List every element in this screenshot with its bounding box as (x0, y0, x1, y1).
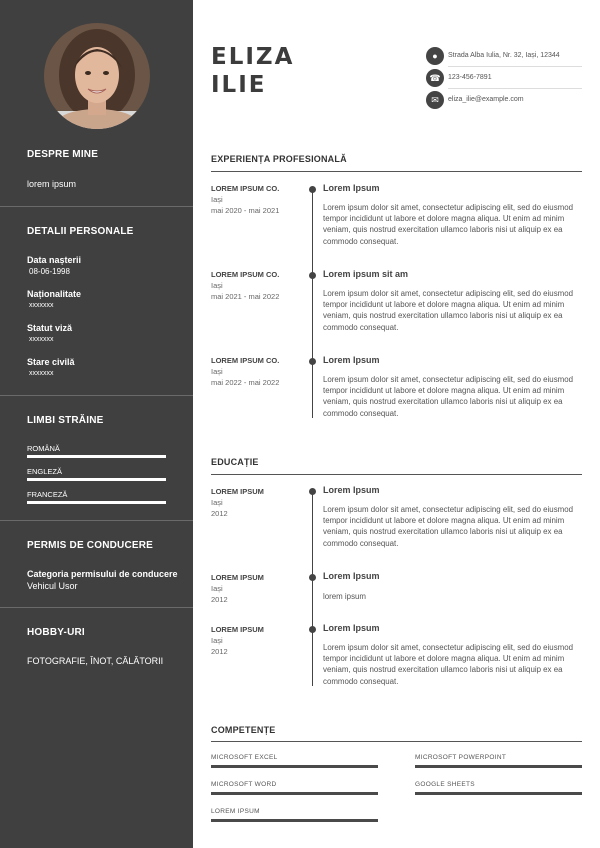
experience-org: LOREM IPSUM CO. (211, 270, 280, 279)
license-label: Categoria permisului de conducere (27, 569, 178, 579)
education-heading: EDUCAȚIE (211, 457, 259, 467)
detail-value: xxxxxxx (29, 370, 54, 377)
sidebar (0, 0, 193, 848)
experience-location: Iași (211, 367, 223, 376)
skill-level-fill (211, 765, 378, 768)
detail-label: Stare civilă (27, 357, 75, 367)
education-date: 2012 (211, 595, 228, 604)
sidebar-divider (0, 520, 193, 521)
experience-description: Lorem ipsum dolor sit amet, consectetur adipiscing elit, sed do eiusmod tempor incididunt ut labore et dolore magna aliqua. Ut enim ad minim veniam, quis nostrud exercitation ullamco laboris nisi ut aliquip ex ea commodo consequat. (323, 289, 573, 332)
contact-phone: 123-456-7891 (448, 74, 492, 81)
skill-level-fill (211, 819, 378, 822)
education-title: Lorem Ipsum (323, 485, 380, 495)
skill-name: MICROSOFT EXCEL (211, 754, 278, 761)
hobbies-text: FOTOGRAFIE, ÎNOT, CĂLĂTORII (27, 656, 164, 666)
education-description: lorem ipsum (323, 592, 366, 601)
education-title: Lorem Ipsum (323, 623, 380, 633)
experience-description: Lorem ipsum dolor sit amet, consectetur adipiscing elit, sed do eiusmod tempor incididunt ut labore et dolore magna aliqua. Ut enim ad minim veniam, quis nostrud exercitation ullamco laboris nisi ut aliquip ex ea commodo consequat. (323, 375, 573, 418)
skill-level-bar (211, 819, 378, 822)
skill-name: MICROSOFT POWERPOINT (415, 754, 507, 761)
license-value: Vehicul Usor (27, 581, 78, 591)
skill-level-bar (415, 765, 582, 768)
detail-value: 08-06-1998 (29, 267, 70, 276)
sidebar-divider (0, 607, 193, 608)
education-org: LOREM IPSUM (211, 487, 264, 496)
education-org: LOREM IPSUM (211, 625, 264, 634)
education-date: 2012 (211, 647, 228, 656)
experience-description: Lorem ipsum dolor sit amet, consectetur adipiscing elit, sed do eiusmod tempor incididunt ut labore et dolore magna aliqua. Ut enim ad minim veniam, quis nostrud exercitation ullamco laboris nisi ut aliquip ex ea commodo consequat. (323, 203, 573, 246)
experience-org: LOREM IPSUM CO. (211, 356, 280, 365)
experience-role: Lorem ipsum sit am (323, 269, 409, 279)
experience-role: Lorem Ipsum (323, 183, 380, 193)
skill-level-bar (211, 765, 378, 768)
education-org: LOREM IPSUM (211, 573, 264, 582)
detail-label: Data nașterii (27, 255, 82, 265)
detail-value: xxxxxxx (29, 336, 54, 343)
education-description: Lorem ipsum dolor sit amet, consectetur adipiscing elit, sed do eiusmod tempor incididunt ut labore et dolore magna aliqua. Ut enim ad minim veniam, quis nostrud exercitation ullamco laboris nisi ut aliquip ex ea commodo consequat. (323, 643, 573, 686)
education-location: Iași (211, 498, 223, 507)
education-date: 2012 (211, 509, 228, 518)
detail-value: xxxxxxx (29, 302, 54, 309)
language-level-bar (27, 478, 166, 481)
contact-divider (448, 66, 582, 67)
education-location: Iași (211, 584, 223, 593)
timeline-dot (309, 574, 316, 581)
experience-timeline (312, 187, 313, 418)
language-name: FRANCEZĂ (27, 490, 68, 499)
skill-level-fill (211, 792, 378, 795)
language-name: ENGLEZĂ (27, 467, 63, 476)
contact-email: eliza_ilie@example.com (448, 96, 524, 103)
skill-level-fill (415, 765, 582, 768)
skill-level-bar (415, 792, 582, 795)
timeline-dot (309, 488, 316, 495)
education-timeline (312, 489, 313, 686)
detail-label: Naționalitate (27, 289, 82, 299)
experience-date: mai 2022 - mai 2022 (211, 378, 280, 387)
experience-org: LOREM IPSUM CO. (211, 184, 280, 193)
experience-heading: EXPERIENȚA PROFESIONALĂ (211, 154, 347, 164)
education-title: Lorem Ipsum (323, 571, 380, 581)
education-description: Lorem ipsum dolor sit amet, consectetur adipiscing elit, sed do eiusmod tempor incididunt ut labore et dolore magna aliqua. Ut enim ad minim veniam, quis nostrud exercitation ullamco laboris nisi ut aliquip ex ea commodo consequat. (323, 505, 573, 548)
experience-location: Iași (211, 195, 223, 204)
language-level-fill (27, 455, 166, 458)
language-level-fill (27, 501, 166, 504)
language-level-bar (27, 501, 166, 504)
language-name: ROMÂNĂ (27, 444, 60, 453)
language-level-fill (27, 478, 166, 481)
location-pin-icon: ● (426, 47, 444, 65)
timeline-dot (309, 272, 316, 279)
about-text: lorem ipsum (27, 179, 77, 189)
hobbies-heading: HOBBY-URI (27, 627, 85, 638)
contact-divider (448, 88, 582, 89)
phone-icon: ☎ (426, 69, 444, 87)
languages-heading: LIMBI STRĂINE (27, 415, 104, 426)
last-name: ILIE (211, 72, 267, 98)
about-heading: DESPRE MINE (27, 149, 99, 160)
sidebar-divider (0, 206, 193, 207)
experience-location: Iași (211, 281, 223, 290)
education-location: Iași (211, 636, 223, 645)
details-heading: DETALII PERSONALE (27, 226, 134, 237)
experience-role: Lorem Ipsum (323, 355, 380, 365)
timeline-dot (309, 186, 316, 193)
skills-heading: COMPETENȚE (211, 725, 276, 735)
skill-name: MICROSOFT WORD (211, 781, 277, 788)
timeline-dot (309, 626, 316, 633)
skill-name: GOOGLE SHEETS (415, 781, 475, 788)
email-icon: ✉ (426, 91, 444, 109)
profile-photo (44, 23, 150, 129)
skill-level-fill (415, 792, 582, 795)
skill-name: LOREM IPSUM (211, 808, 260, 815)
experience-date: mai 2020 - mai 2021 (211, 206, 280, 215)
detail-label: Statut viză (27, 323, 73, 333)
first-name: ELIZA (211, 44, 295, 70)
skill-level-bar (211, 792, 378, 795)
section-rule (211, 171, 582, 172)
license-heading: PERMIS DE CONDUCERE (27, 540, 154, 551)
timeline-dot (309, 358, 316, 365)
section-rule (211, 474, 582, 475)
experience-date: mai 2021 - mai 2022 (211, 292, 280, 301)
language-level-bar (27, 455, 166, 458)
section-rule (211, 741, 582, 742)
sidebar-divider (0, 395, 193, 396)
contact-address: Strada Alba Iulia, Nr. 32, Iași, 12344 (448, 52, 560, 59)
